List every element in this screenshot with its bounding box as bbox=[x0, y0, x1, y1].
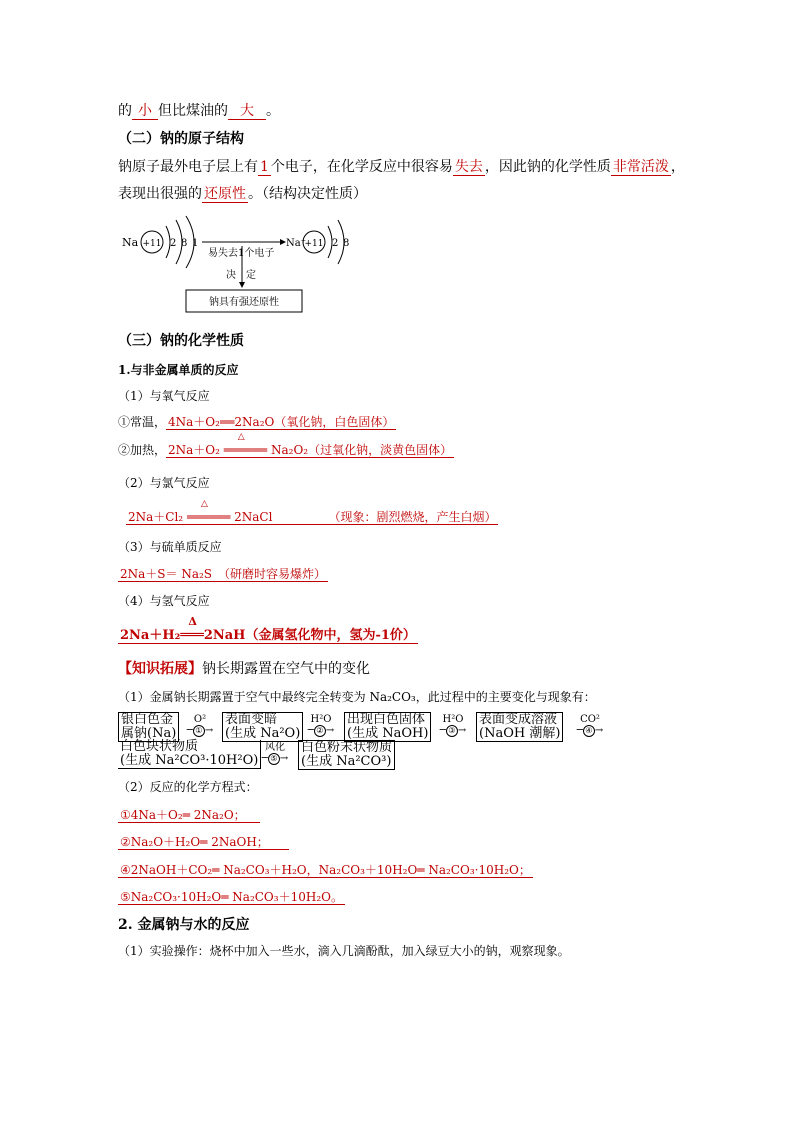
answer-large: 大 bbox=[228, 103, 266, 120]
decide-label: 决 定 bbox=[226, 270, 256, 281]
na-shell-count-2: 8 bbox=[181, 238, 188, 249]
equation-5: ⑤Na₂CO₃·10H₂O═ Na₂CO₃＋10H₂O。 bbox=[120, 890, 343, 904]
chlorine-equation: 2Na＋Cl₂ △ ══════ 2NaCl （现象：剧烈燃烧，产生白烟） bbox=[128, 499, 497, 524]
oxygen-reaction-title: （1）与氧气反应 bbox=[118, 389, 210, 403]
answer-small: 小 bbox=[132, 103, 158, 120]
ion-shell-count-1: 2 bbox=[332, 238, 339, 249]
oxygen-room-temp: ①常温， 4Na＋O₂══2Na₂O（氧化钠，白色固体） bbox=[118, 415, 395, 429]
flow-step-1: O² ─ ① → bbox=[186, 714, 214, 736]
flow-step-2: H²O ─ ② → bbox=[307, 714, 335, 736]
equation-1: ①4Na＋O₂═ 2Na₂O； bbox=[118, 806, 260, 823]
na-nucleus-charge: +11 bbox=[142, 239, 162, 249]
conclusion-text: 钠具有强还原性 bbox=[209, 297, 279, 308]
na-shell-count-3: 1 bbox=[192, 238, 199, 249]
flow-box-darkened: 表面变暗 (生成 Na²O) bbox=[222, 712, 303, 742]
density-line: 的 小 但比煤油的 大 。 bbox=[118, 103, 280, 119]
decide-arrowhead bbox=[239, 282, 245, 288]
atom-text-line1: 钠原子最外电子层上有 1 个电子，在化学反应中很容易 失去 ，因此钠的化学性质 非常活泼 ， bbox=[118, 159, 685, 175]
atomic-structure-diagram bbox=[118, 212, 368, 322]
hydrogen-reaction-title: （4）与氢气反应 bbox=[118, 594, 210, 608]
section-chemical-properties-title: （三）钠的化学性质 bbox=[118, 333, 244, 349]
flow-box-white-powder: 白色粉末状物质 (生成 Na²CO³) bbox=[298, 740, 395, 770]
flow-step-3: H²O ─ ③ → bbox=[439, 714, 467, 736]
flow-box-silver-sodium: 银白色金 属钠(Na) bbox=[118, 712, 179, 742]
equation-2: ②Na₂O＋H₂O═ 2NaOH； bbox=[118, 833, 289, 850]
subsection-water-title: 2. 金属钠与水的反应 bbox=[118, 917, 250, 933]
water-experiment-step: （1）实验操作：烧杯中加入一些水，滴入几滴酚酞，加入绿豆大小的钠，观察现象。 bbox=[118, 944, 570, 958]
sulfur-reaction-title: （3）与硫单质反应 bbox=[118, 540, 222, 554]
sulfur-equation: 2Na＋S＝ Na₂S （研磨时容易爆炸） bbox=[120, 567, 327, 581]
ion-shell-count-2: 8 bbox=[343, 238, 350, 249]
flow-box-block-crystal: 白色块状物质 (生成 Na²CO³·10H²O) bbox=[118, 740, 261, 769]
extension-intro: （1）金属钠长期露置于空气中最终完全转变为 Na₂CO₃，此过程中的主要变化与现象有： bbox=[118, 690, 596, 704]
arrow-label: 易失去1个电子 bbox=[208, 248, 275, 259]
oxygen-heating: ②加热， 2Na＋O₂ △ ══════ Na₂O₂（过氧化钠，淡黄色固体） bbox=[118, 432, 453, 457]
chlorine-reaction-title: （2）与氯气反应 bbox=[118, 476, 210, 490]
section-atomic-structure-title: （二）钠的原子结构 bbox=[118, 131, 244, 147]
na-symbol: Na bbox=[122, 236, 139, 249]
knowledge-extension: 【知识拓展】钠长期露置在空气中的变化 bbox=[118, 661, 370, 677]
hydrogen-equation: 2Na＋H₂ Δ ═══2NaH（金属氢化物中，氢为-1价） bbox=[120, 615, 416, 643]
equations-title: （2）反应的化学方程式： bbox=[118, 780, 258, 794]
ion-nucleus-charge: +11 bbox=[304, 239, 324, 249]
subsection-nonmetal-title: 1.与非金属单质的反应 bbox=[118, 363, 239, 377]
atom-text-line2: 表现出很强的 还原性 。（结构决定性质） bbox=[118, 186, 367, 202]
flow-step-5: 风化 ─ ⑤ → bbox=[261, 742, 289, 764]
flow-box-solution: 表面变成溶液 (NaOH 潮解) bbox=[476, 712, 563, 742]
na-ion-symbol: Na⁺ bbox=[286, 238, 306, 249]
flow-box-white-solid: 出现白色固体 (生成 NaOH) bbox=[344, 712, 431, 742]
equation-4: ④2NaOH＋CO₂═ Na₂CO₃＋H₂O，Na₂CO₃＋10H₂O═ Na₂CO₃·10H₂O； bbox=[120, 863, 531, 877]
na-shell-count-1: 2 bbox=[170, 238, 177, 249]
flow-step-4: CO² ─ ④ → bbox=[576, 714, 604, 736]
